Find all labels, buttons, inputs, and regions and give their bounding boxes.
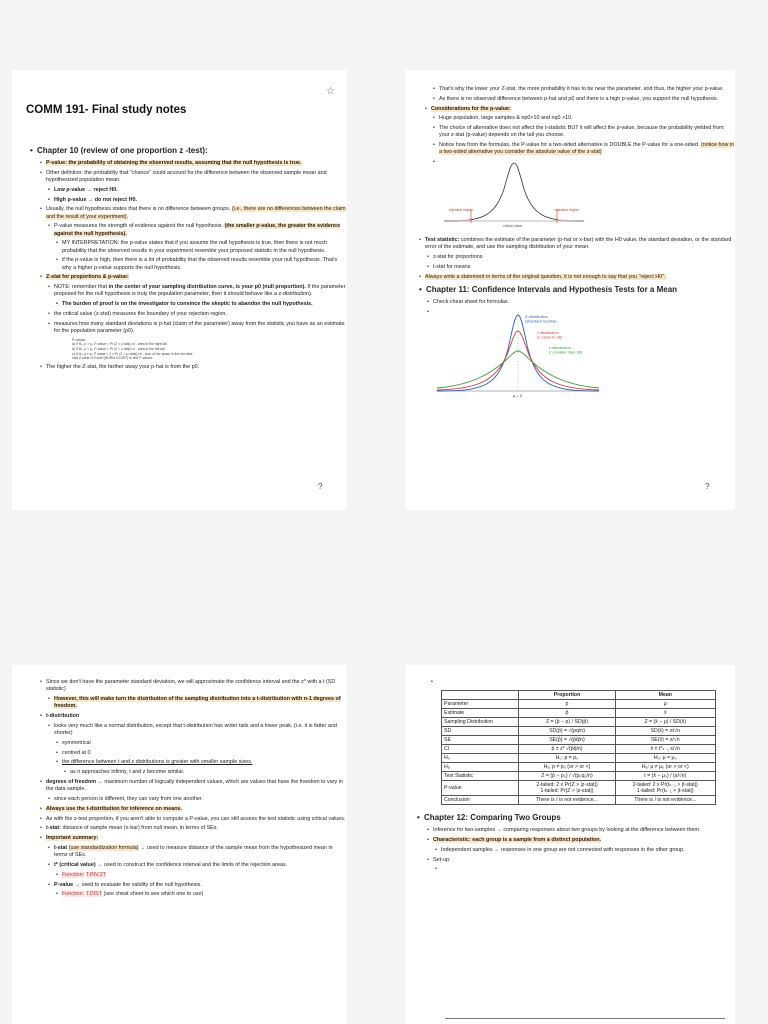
table-bullet (431, 679, 735, 686)
zstat-proportions: • z-stat for proportions (427, 254, 735, 261)
test-statistic-def: • Test statistic: combines the estimate of the parameter (p-hat or x-bar) with the H0 value, the standard deviation, or the standard error of the estimate, and use the sampling distribution of your mean. (419, 237, 735, 251)
legend-z-sub: (standard normal) (525, 318, 557, 324)
table-cell: SD(p̂) = √(pq/n) (519, 727, 615, 736)
help-icon-2[interactable]: ? (705, 482, 710, 491)
legend-t30-sub: (n close to 30) (537, 334, 563, 340)
as-n-approaches: • as n approaches infinity, t and z become similar. (64, 769, 347, 776)
help-icon[interactable]: ? (318, 482, 323, 491)
table-row-label: SE (442, 736, 519, 745)
t-distribution-heading: • t-distribution (40, 713, 347, 720)
table-row (442, 700, 716, 709)
table-cell: x̄ (615, 709, 715, 718)
normal-curve-item (433, 159, 735, 234)
note-center: • NOTE: remember that in the center of your sampling distribution curve, is your p0 (null proportion). If the parameter proposed for the null hypothesis is truly the population parameter, then it should behave like a z-distribution). (48, 284, 347, 298)
table-row (442, 781, 716, 796)
table-row (442, 727, 716, 736)
null-usually: • Usually, the null hypothesis states that there is no difference between groups. (i.e., there are no differences between the claim and the result of your experiment). (40, 206, 347, 220)
low-pvalue-rule: • Low p-value → reject H0. (48, 187, 347, 194)
normal-curve-diagram (439, 159, 589, 231)
since-no-sd: • Since we don't have the parameter standard deviation, we will approximate the confidence interval and the z* with a t (SD statistic) (40, 679, 347, 693)
as-with-ztest: • As with the z-test proportion, if you aren't able to compute a P-value, you can still assess the test statistic using critical values. (40, 816, 347, 823)
lower-zstat-note: • That's why the lower your Z-stat, the more probability it has to be near the parameter, and thus, the higher your p-value. (433, 86, 735, 93)
table-row-label: Test Statistic (442, 772, 519, 781)
measures-note: • measures how many standard deviations is p-hat (claim of the parameter) away from the statistic you have as an estimate for the population parameter (p0). (48, 321, 347, 335)
always-use-t: • Always use the t-distribution for inference on means. (40, 806, 347, 813)
table-cell: 2-tailed: 2 x Pr(tₙ₋₁ > |t-stat|) 1-tailed: Pr(tₙ₋₁ > |t-stat|) (615, 781, 715, 796)
legend-z: • Z distribution (525, 313, 548, 319)
alternative-choice: • The choice of alternative does not affect the t-statistic BUT it will affect the p-value, because the probability yielded from your z-stat (p-value) depends on the tail you choose. (433, 125, 735, 139)
check-cheat-sheet: • Check cheat sheet for formulas. (427, 299, 735, 306)
other-definition: • Other defintion: the probability that "chance" could account for the difference between the observed sample mean and hypothesized population mean. (40, 170, 347, 184)
two-sided-note: • Notice how from the formulas, the P-value for a two-sided alternative is DOUBLE the P-value for a one-sided. (notice how in a two-sided alternative you consider the absolute value of the z-stat) (433, 142, 735, 156)
my-interpretation: • MY INTERPRETATION: the p-value states that if you assume the null hypothesis is true, then there is not much probability that the observed results in your experiment resemble your proposed statistic in the null hypothesis. (56, 240, 347, 254)
difference-t-z: • the difference between t and z distributions is greater with smaller sample sizes. (56, 759, 347, 766)
table-row (442, 745, 716, 754)
higher-zstat-note: • The higher the Z-stat, the farther away your p-hat is from the p0. (40, 364, 347, 371)
table-row-label: Hₐ (442, 763, 519, 772)
chapter-11-heading: • Chapter 11: Confidence Intervals and Hypothesis Tests for a Mean (419, 285, 735, 295)
proportion-mean-table (441, 690, 716, 805)
table-row-label: Sampling Distribution (442, 718, 519, 727)
table-cell: p (519, 700, 615, 709)
table-cell: 2-tailed: 2 x Pr(Z > |z-stat|) 1-tailed: Pr(Z > |z-stat|) (519, 781, 615, 796)
huge-population: • Huge population, large samples & np0>10 and nq0 >10. (433, 115, 735, 122)
table-cell: μ (615, 700, 715, 709)
table-cell: SD(x̄) = σ/√n (615, 727, 715, 736)
looks-normal: • looks very much like a normal distribution, except that t-distribution has wider tails and a lower peak. (i.e. it is fatter and shorter) (48, 723, 347, 737)
curve-label-right: rejection region (555, 208, 579, 213)
characteristic-note: • Characteristic: each group is a sample from a distinct population. (427, 837, 735, 844)
table-row-label: Parameter (442, 700, 519, 709)
high-pvalue-note: • if the p-value is high, then there is a lot of probability that the observed results resemble your null hypothesis. That's why a higher p-value supports the null hypothesis. (56, 257, 347, 271)
table-row-label: SD (442, 727, 519, 736)
summary-pvalue: • P-value → used to evaluate the validity of the null hypothesis. (48, 882, 347, 889)
table-header (442, 691, 519, 700)
setup-label: • Set-up: (427, 857, 735, 864)
zstat-heading: • Z-stat for proportions & p-value: (40, 274, 347, 281)
legend-tsmall-sub: (n smaller than 30) (549, 349, 583, 355)
setup-bullet (435, 866, 735, 873)
tstat-definition: • t-stat: distance of sample mean (x-bar) from null mean, in terms of SEs. (40, 825, 347, 832)
inference-two-samples: • Inference for two-samples → comparing responses about two groups by looking at the difference between them. (427, 827, 735, 834)
table-cell: There is / is not evidence... (615, 796, 715, 805)
t-distribution-chart-item (427, 309, 735, 404)
page-3 (12, 665, 347, 1024)
always-statement: • Always write a statement in terms of the original question, it is not enough to say that you "reject H0". (419, 274, 735, 281)
setup-table-top (445, 1018, 725, 1024)
since-each-person: • since each person is different, they can vary from one another. (48, 796, 347, 803)
document-title: COMM 191- Final study notes (26, 104, 187, 116)
table-cell: Hₐ: μ ≠ μ₀ (or > or <) (615, 763, 715, 772)
table-cell: Hₐ: p ≠ p₀ (or > or <) (519, 763, 615, 772)
table-cell: There is / is not evidence... (519, 796, 615, 805)
table-cell: H₀: p = p₀ (519, 754, 615, 763)
table-row (442, 736, 716, 745)
table-header: Proportion (519, 691, 615, 700)
function-tdist: • Function: T.DIST (see cheat sheet to see which one to use) (56, 891, 347, 898)
high-pvalue-rule: • High p-value → do not reject H0. (48, 197, 347, 204)
table-row (442, 772, 716, 781)
star-icon[interactable]: ☆ (326, 86, 335, 97)
table-row-label: CI (442, 745, 519, 754)
curve-label-center: critical value (503, 224, 523, 229)
function-tinv: • Function: T.INV.2T (56, 872, 347, 879)
t-distribution-diagram (433, 309, 603, 401)
table-row (442, 763, 716, 772)
table-row (442, 796, 716, 805)
chapter-10-heading: • Chapter 10 (review of one proportion z -test): (30, 146, 347, 156)
table-cell: SE(p̂) = √(p̂q̂/n) (519, 736, 615, 745)
critical-value-note: • the critical value (z-stat) measures the boundary of your rejection region. (48, 311, 347, 318)
pvalue-definition: • P-value: the probability of obtaining the observed results, assuming that the null hypothesis is true. (40, 160, 347, 167)
table-cell: Z = (p̂ − p₀) / √(p₀q₀/n) (519, 772, 615, 781)
pvalue-measures: • P-value measures the strength of evidence against the null hypothesis. (the smaller p-value, the greater the evidence against the null hypothesis). (48, 223, 347, 237)
summary-t-critical: • t* (critical value) → used to construct the confidence interval and the limits of the rejection areas. (48, 862, 347, 869)
table-row (442, 709, 716, 718)
burden-of-proof: • The burden of proof is on the investigator to convince the skeptic to abandon the null hypothesis. (56, 301, 347, 308)
table-cell: p̂ ± z* √(p̂q̂/n) (519, 745, 615, 754)
table-cell: SE(x̄) = s/√n (615, 736, 715, 745)
table-row-label: H₀ (442, 754, 519, 763)
pvalue-formula-snippet: P-values a) If Hₐ: p > p₀ P-value = Pr (Z > z-stat) i.e., area in the right tail b) If Hₐ: p < p₀ P-value = Pr (Z < z-stat) i.e., area in the left tail c) If Hₐ: p ≠ p₀ P-value = 2 x Pr (Z > |z-stat|) i.e., sum of the areas in the two tails Use Z-table or Excel (NORM.S.DIST) to find P-values (72, 337, 193, 361)
page-2 (405, 70, 735, 510)
however-note: • However, this will make turn the distribution of the sampling distribution into a t-distribution with n-1 degrees of freedom. (48, 696, 347, 710)
table-row (442, 718, 716, 727)
centred-at-zero: • centred at 0 (56, 750, 347, 757)
page-4 (405, 665, 735, 1024)
summary-t-stat: • t-stat (use standardization formula) → used to measure distance of the sample mean from the hypothesized mean in terms of SEs. (48, 845, 347, 859)
legend-tsmall: t-distribution (549, 344, 571, 350)
table-cell: t = (x̄ − μ₀) / (s/√n) (615, 772, 715, 781)
considerations-heading: • Considerations for the p-value: (425, 106, 735, 113)
chapter-12-heading: • Chapter 12: Comparing Two Groups (417, 813, 735, 823)
curve-label-left: • rejection region (449, 208, 473, 213)
tstat-means: • t-stat for means (427, 264, 735, 271)
symmetrical: • symmetrical (56, 740, 347, 747)
page-1 (12, 70, 347, 510)
axis-label: μ = 0 (513, 392, 523, 398)
legend-t30: t-distribution (537, 329, 559, 335)
table-row-label: P-value (442, 781, 519, 796)
table-cell: Z = (x̄ − μ) / SD(x̄) (615, 718, 715, 727)
table-header: Mean (615, 691, 715, 700)
important-summary: • Important summary: (40, 835, 347, 842)
table-cell: x̄ ± t*ₙ₋₁ s/√n (615, 745, 715, 754)
table-cell: H₀: μ = μ₀ (615, 754, 715, 763)
degrees-of-freedom: • degrees of freedom → maximum number of logically independent values, which are values that have the freedom to vary in the data sample. (40, 779, 347, 793)
table-cell: p̂ (519, 709, 615, 718)
table-row (442, 754, 716, 763)
table-row-label: Conclusion (442, 796, 519, 805)
table-row-label: Estimate (442, 709, 519, 718)
table-cell: Z = (p̂ − p) / SD(p̂) (519, 718, 615, 727)
no-difference-note: • As there is no observed difference between p-hat and p0 and there is a high p-value, you support the null hypothesis. (433, 96, 735, 103)
independent-samples: • Independent samples → responses in one group are not connected with responses in the other group. (435, 847, 735, 854)
